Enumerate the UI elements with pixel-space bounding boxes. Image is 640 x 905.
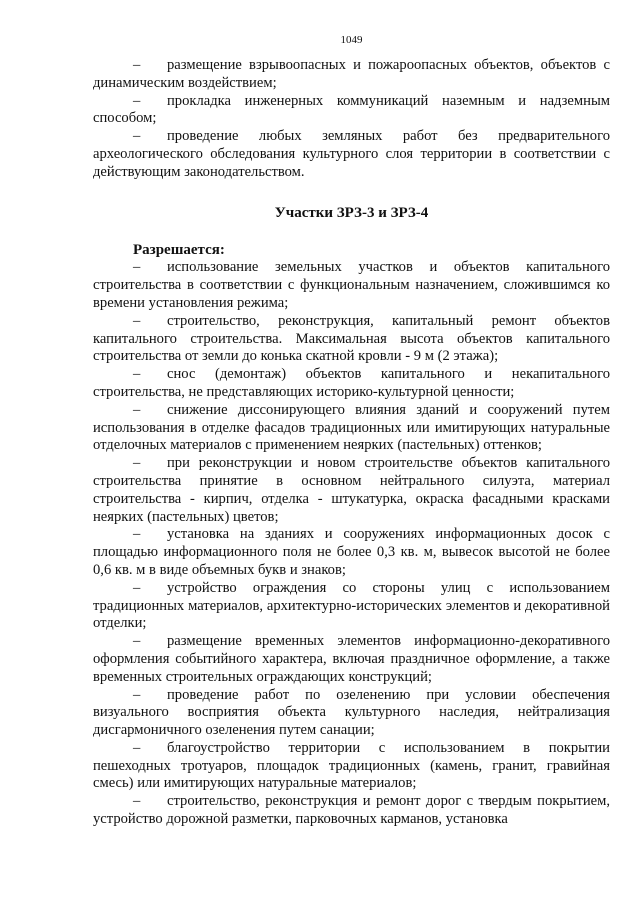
dash-marker: – [133, 259, 141, 276]
list-item-text: размещение временных элементов информационно-декоративного оформления событийного характера, включая праздничное оформление, а также временных строительных ограждающих конструкций; [93, 633, 610, 685]
list-item [93, 313, 610, 366]
list-item-text: устройство ограждения со стороны улиц с использованием традиционных материалов, архитектурно-исторических элементов и декоративной отделки; [93, 579, 610, 632]
list-item-text: строительство, реконструкция, капитальный ремонт объектов капитального строительства. Максимальная высота объектов капитального строительства от земли до конька скатной кровли - 9 м (2 этажа); [93, 312, 610, 365]
list-item [93, 128, 610, 181]
list-item [93, 259, 610, 312]
list-item-text: размещение взрывоопасных и пожароопасных объектов, объектов с динамическим воздействием; [93, 57, 610, 91]
dash-marker: – [133, 579, 141, 596]
list-item [93, 57, 610, 93]
list-item [93, 366, 610, 402]
section-title: Участки ЗРЗ-3 и ЗРЗ-4 [274, 204, 429, 221]
dash-marker: – [133, 793, 141, 810]
dash-marker: – [133, 312, 141, 329]
dash-marker: – [133, 366, 141, 383]
list-item [93, 740, 610, 793]
dash-marker: – [133, 686, 141, 703]
allowed-list [93, 259, 610, 829]
dash-marker: – [133, 739, 141, 756]
allowed-label: Разрешается: [133, 241, 225, 258]
list-item-text: снос (демонтаж) объектов капитального и некапитального строительства, не представляющих историко-культурной ценности; [93, 366, 610, 400]
dash-marker: – [133, 92, 141, 109]
list-item-text: снижение диссонирующего влияния зданий и сооружений путем использования в отделке фасадов традиционных или имитирующих натуральные отделочных материалов с применением неярких (пастельных) оттенков; [93, 401, 610, 454]
dash-marker: – [133, 128, 141, 145]
dash-marker: – [133, 633, 141, 650]
list-item-text: использование земельных участков и объектов капитального строительства в соответствии с функциональным назначением, сложившимся ко времени установления режима; [93, 259, 610, 311]
dash-marker: – [133, 526, 141, 543]
list-item-text: прокладка инженерных коммуникаций наземным и надземным способом; [93, 92, 610, 127]
list-item-text: при реконструкции и новом строительстве объектов капитального строительства принятие в основном нейтрального силуэта, материал строительства - кирпич, отделка - штукатурка, окраска фасадными красками неярких (пастельных) цветов; [93, 455, 610, 525]
list-item-text: проведение любых земляных работ без предварительного археологического обследования культурного слоя территории в соответствии с действующим законодательством. [93, 128, 610, 180]
list-item [93, 402, 610, 455]
list-item-text: установка на зданиях и сооружениях информационных досок с площадью информационного поля не более 0,3 кв. м, вывесок высотой не более 0,6 кв. м в виде объемных букв и знаков; [93, 526, 610, 578]
list-item [93, 526, 610, 579]
list-item [93, 633, 610, 686]
dash-marker: – [133, 401, 141, 418]
list-item [93, 687, 610, 740]
list-item-text: строительство, реконструкция и ремонт дорог с твердым покрытием, устройство дорожной разметки, парковочных карманов, установка [93, 793, 610, 828]
list-item [93, 580, 610, 633]
list-item [93, 93, 610, 129]
dash-marker: – [133, 57, 141, 73]
top-list [93, 57, 610, 182]
dash-marker: – [133, 455, 141, 472]
list-item [93, 793, 610, 829]
list-item-text: проведение работ по озеленению при условии обеспечения визуального восприятия объекта культурного наследия, нейтрализация дисгармоничного озеленения путем санации; [93, 686, 610, 739]
list-item [93, 455, 610, 526]
page-number: 1049 [340, 34, 363, 46]
list-item-text: благоустройство территории с использованием в покрытии пешеходных тротуаров, площадок традиционных (камень, гранит, гравийная смесь) или имитирующих натуральные материалов; [93, 739, 610, 792]
